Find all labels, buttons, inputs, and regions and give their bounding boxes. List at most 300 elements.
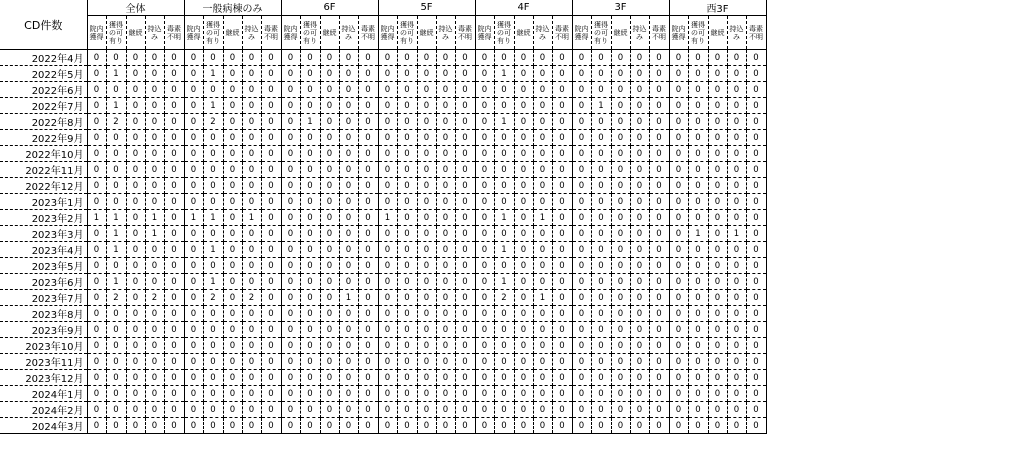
- value-cell[interactable]: 0: [649, 418, 669, 434]
- value-cell[interactable]: 0: [164, 130, 184, 146]
- value-cell[interactable]: 0: [514, 322, 533, 338]
- value-cell[interactable]: 0: [126, 338, 145, 354]
- value-cell[interactable]: 0: [649, 386, 669, 402]
- value-cell[interactable]: 1: [106, 66, 126, 82]
- value-cell[interactable]: 0: [223, 258, 242, 274]
- value-cell[interactable]: 0: [145, 194, 164, 210]
- value-cell[interactable]: 0: [669, 290, 688, 306]
- value-cell[interactable]: 0: [339, 370, 358, 386]
- value-cell[interactable]: 0: [649, 162, 669, 178]
- value-cell[interactable]: 0: [417, 130, 436, 146]
- value-cell[interactable]: 0: [669, 210, 688, 226]
- value-cell[interactable]: 0: [358, 290, 378, 306]
- value-cell[interactable]: 0: [145, 114, 164, 130]
- value-cell[interactable]: 0: [87, 258, 106, 274]
- value-cell[interactable]: 0: [552, 306, 572, 322]
- value-cell[interactable]: 0: [475, 130, 494, 146]
- value-cell[interactable]: 0: [630, 402, 649, 418]
- value-cell[interactable]: 0: [688, 402, 708, 418]
- value-cell[interactable]: 1: [106, 98, 126, 114]
- value-cell[interactable]: 0: [126, 98, 145, 114]
- value-cell[interactable]: 1: [203, 66, 223, 82]
- value-cell[interactable]: 0: [649, 322, 669, 338]
- value-cell[interactable]: 0: [708, 322, 727, 338]
- value-cell[interactable]: 0: [727, 290, 746, 306]
- value-cell[interactable]: 0: [630, 114, 649, 130]
- value-cell[interactable]: 0: [358, 210, 378, 226]
- value-cell[interactable]: 0: [87, 162, 106, 178]
- value-cell[interactable]: 0: [611, 210, 630, 226]
- value-cell[interactable]: 0: [591, 322, 611, 338]
- value-cell[interactable]: 0: [591, 50, 611, 66]
- value-cell[interactable]: 0: [669, 146, 688, 162]
- value-cell[interactable]: 0: [475, 194, 494, 210]
- value-cell[interactable]: 0: [203, 322, 223, 338]
- value-cell[interactable]: 0: [358, 82, 378, 98]
- value-cell[interactable]: 0: [533, 322, 552, 338]
- value-cell[interactable]: 0: [572, 274, 591, 290]
- value-cell[interactable]: 0: [572, 322, 591, 338]
- value-cell[interactable]: 0: [688, 82, 708, 98]
- value-cell[interactable]: 0: [378, 322, 397, 338]
- value-cell[interactable]: 0: [572, 402, 591, 418]
- value-cell[interactable]: 0: [358, 178, 378, 194]
- month-cell[interactable]: 2023年10月: [0, 338, 87, 354]
- value-cell[interactable]: 0: [87, 114, 106, 130]
- value-cell[interactable]: 0: [106, 146, 126, 162]
- value-cell[interactable]: 0: [378, 418, 397, 434]
- value-cell[interactable]: 0: [242, 130, 261, 146]
- value-cell[interactable]: 0: [475, 50, 494, 66]
- value-cell[interactable]: 0: [455, 306, 475, 322]
- value-cell[interactable]: 0: [378, 402, 397, 418]
- value-cell[interactable]: 0: [746, 210, 766, 226]
- value-cell[interactable]: 0: [339, 226, 358, 242]
- value-cell[interactable]: 0: [261, 338, 281, 354]
- value-cell[interactable]: 0: [320, 114, 339, 130]
- value-cell[interactable]: 0: [572, 114, 591, 130]
- value-cell[interactable]: 0: [746, 130, 766, 146]
- value-cell[interactable]: 0: [417, 242, 436, 258]
- value-cell[interactable]: 0: [669, 386, 688, 402]
- value-cell[interactable]: 0: [358, 130, 378, 146]
- value-cell[interactable]: 0: [397, 370, 417, 386]
- value-cell[interactable]: 0: [397, 274, 417, 290]
- value-cell[interactable]: 0: [203, 338, 223, 354]
- value-cell[interactable]: 0: [164, 258, 184, 274]
- value-cell[interactable]: 0: [281, 178, 300, 194]
- value-cell[interactable]: 0: [184, 290, 203, 306]
- value-cell[interactable]: 0: [552, 290, 572, 306]
- value-cell[interactable]: 0: [727, 178, 746, 194]
- value-cell[interactable]: 0: [727, 354, 746, 370]
- value-cell[interactable]: 0: [591, 386, 611, 402]
- value-cell[interactable]: 0: [261, 274, 281, 290]
- value-cell[interactable]: 0: [397, 146, 417, 162]
- value-cell[interactable]: 0: [397, 210, 417, 226]
- value-cell[interactable]: 0: [669, 354, 688, 370]
- value-cell[interactable]: 0: [203, 162, 223, 178]
- value-cell[interactable]: 0: [533, 66, 552, 82]
- value-cell[interactable]: 0: [417, 98, 436, 114]
- value-cell[interactable]: 0: [378, 306, 397, 322]
- value-cell[interactable]: 0: [436, 114, 455, 130]
- value-cell[interactable]: 0: [242, 50, 261, 66]
- value-cell[interactable]: 0: [455, 162, 475, 178]
- value-cell[interactable]: 0: [261, 242, 281, 258]
- value-cell[interactable]: 0: [494, 178, 514, 194]
- value-cell[interactable]: 0: [261, 114, 281, 130]
- value-cell[interactable]: 0: [708, 242, 727, 258]
- value-cell[interactable]: 0: [475, 242, 494, 258]
- value-cell[interactable]: 0: [106, 370, 126, 386]
- value-cell[interactable]: 0: [203, 370, 223, 386]
- value-cell[interactable]: 2: [242, 290, 261, 306]
- value-cell[interactable]: 0: [591, 226, 611, 242]
- subheader-cell[interactable]: 獲得の可有り: [300, 16, 320, 50]
- value-cell[interactable]: 0: [378, 226, 397, 242]
- value-cell[interactable]: 0: [261, 322, 281, 338]
- value-cell[interactable]: 0: [475, 82, 494, 98]
- value-cell[interactable]: 0: [378, 194, 397, 210]
- value-cell[interactable]: 0: [611, 274, 630, 290]
- value-cell[interactable]: 0: [223, 290, 242, 306]
- month-cell[interactable]: 2022年8月: [0, 114, 87, 130]
- value-cell[interactable]: 0: [223, 322, 242, 338]
- value-cell[interactable]: 0: [572, 242, 591, 258]
- value-cell[interactable]: 0: [688, 242, 708, 258]
- value-cell[interactable]: 0: [436, 370, 455, 386]
- value-cell[interactable]: 0: [727, 114, 746, 130]
- subheader-cell[interactable]: 継続: [223, 16, 242, 50]
- value-cell[interactable]: 0: [533, 162, 552, 178]
- value-cell[interactable]: 0: [126, 226, 145, 242]
- value-cell[interactable]: 0: [455, 178, 475, 194]
- value-cell[interactable]: 0: [436, 66, 455, 82]
- value-cell[interactable]: 0: [611, 114, 630, 130]
- value-cell[interactable]: 0: [552, 114, 572, 130]
- value-cell[interactable]: 0: [106, 178, 126, 194]
- value-cell[interactable]: 0: [223, 178, 242, 194]
- value-cell[interactable]: 0: [455, 418, 475, 434]
- value-cell[interactable]: 0: [649, 354, 669, 370]
- value-cell[interactable]: 0: [649, 338, 669, 354]
- value-cell[interactable]: 0: [708, 210, 727, 226]
- value-cell[interactable]: 0: [494, 194, 514, 210]
- value-cell[interactable]: 0: [591, 274, 611, 290]
- value-cell[interactable]: 0: [300, 338, 320, 354]
- value-cell[interactable]: 0: [552, 130, 572, 146]
- value-cell[interactable]: 0: [417, 306, 436, 322]
- value-cell[interactable]: 1: [106, 210, 126, 226]
- value-cell[interactable]: 0: [455, 226, 475, 242]
- value-cell[interactable]: 0: [436, 322, 455, 338]
- value-cell[interactable]: 0: [261, 98, 281, 114]
- value-cell[interactable]: 0: [417, 290, 436, 306]
- value-cell[interactable]: 0: [630, 322, 649, 338]
- value-cell[interactable]: 0: [611, 242, 630, 258]
- value-cell[interactable]: 0: [475, 418, 494, 434]
- month-cell[interactable]: 2024年2月: [0, 402, 87, 418]
- value-cell[interactable]: 0: [475, 98, 494, 114]
- value-cell[interactable]: 0: [611, 386, 630, 402]
- value-cell[interactable]: 0: [746, 258, 766, 274]
- value-cell[interactable]: 0: [184, 274, 203, 290]
- value-cell[interactable]: 0: [533, 274, 552, 290]
- value-cell[interactable]: 0: [358, 114, 378, 130]
- value-cell[interactable]: 0: [417, 146, 436, 162]
- value-cell[interactable]: 0: [436, 210, 455, 226]
- group-header[interactable]: 一般病棟のみ: [184, 0, 281, 16]
- value-cell[interactable]: 0: [688, 274, 708, 290]
- value-cell[interactable]: 0: [164, 338, 184, 354]
- value-cell[interactable]: 0: [552, 98, 572, 114]
- value-cell[interactable]: 0: [591, 242, 611, 258]
- value-cell[interactable]: 0: [746, 178, 766, 194]
- value-cell[interactable]: 0: [126, 306, 145, 322]
- value-cell[interactable]: 0: [572, 306, 591, 322]
- value-cell[interactable]: 0: [242, 306, 261, 322]
- value-cell[interactable]: 0: [533, 178, 552, 194]
- subheader-cell[interactable]: 獲得の可有り: [397, 16, 417, 50]
- value-cell[interactable]: 0: [572, 418, 591, 434]
- value-cell[interactable]: 0: [708, 178, 727, 194]
- value-cell[interactable]: 0: [611, 290, 630, 306]
- value-cell[interactable]: 0: [223, 50, 242, 66]
- value-cell[interactable]: 0: [87, 82, 106, 98]
- value-cell[interactable]: 1: [203, 242, 223, 258]
- value-cell[interactable]: 0: [242, 162, 261, 178]
- value-cell[interactable]: 0: [145, 322, 164, 338]
- value-cell[interactable]: 0: [455, 354, 475, 370]
- value-cell[interactable]: 0: [145, 418, 164, 434]
- value-cell[interactable]: 0: [145, 258, 164, 274]
- value-cell[interactable]: 0: [514, 146, 533, 162]
- value-cell[interactable]: 0: [261, 354, 281, 370]
- value-cell[interactable]: 0: [475, 210, 494, 226]
- value-cell[interactable]: 0: [87, 290, 106, 306]
- value-cell[interactable]: 1: [494, 210, 514, 226]
- value-cell[interactable]: 0: [126, 322, 145, 338]
- value-cell[interactable]: 0: [552, 162, 572, 178]
- value-cell[interactable]: 0: [300, 274, 320, 290]
- subheader-cell[interactable]: 院内獲得: [281, 16, 300, 50]
- value-cell[interactable]: 0: [378, 82, 397, 98]
- value-cell[interactable]: 0: [87, 370, 106, 386]
- value-cell[interactable]: 0: [649, 242, 669, 258]
- value-cell[interactable]: 0: [436, 82, 455, 98]
- value-cell[interactable]: 0: [320, 418, 339, 434]
- subheader-cell[interactable]: 持込み: [242, 16, 261, 50]
- value-cell[interactable]: 0: [300, 162, 320, 178]
- value-cell[interactable]: 0: [552, 354, 572, 370]
- value-cell[interactable]: 0: [145, 370, 164, 386]
- value-cell[interactable]: 0: [708, 354, 727, 370]
- value-cell[interactable]: 0: [611, 178, 630, 194]
- value-cell[interactable]: 0: [126, 354, 145, 370]
- value-cell[interactable]: 0: [552, 274, 572, 290]
- value-cell[interactable]: 0: [669, 418, 688, 434]
- value-cell[interactable]: 0: [397, 242, 417, 258]
- value-cell[interactable]: 0: [572, 98, 591, 114]
- value-cell[interactable]: 0: [126, 82, 145, 98]
- value-cell[interactable]: 0: [630, 290, 649, 306]
- value-cell[interactable]: 0: [688, 194, 708, 210]
- value-cell[interactable]: 0: [455, 130, 475, 146]
- value-cell[interactable]: 0: [281, 306, 300, 322]
- value-cell[interactable]: 0: [300, 354, 320, 370]
- value-cell[interactable]: 0: [242, 258, 261, 274]
- value-cell[interactable]: 0: [87, 354, 106, 370]
- value-cell[interactable]: 0: [630, 146, 649, 162]
- value-cell[interactable]: 0: [281, 386, 300, 402]
- value-cell[interactable]: 0: [300, 242, 320, 258]
- value-cell[interactable]: 0: [572, 226, 591, 242]
- value-cell[interactable]: 0: [746, 98, 766, 114]
- value-cell[interactable]: 0: [669, 338, 688, 354]
- value-cell[interactable]: 0: [203, 130, 223, 146]
- value-cell[interactable]: 0: [223, 194, 242, 210]
- value-cell[interactable]: 1: [378, 210, 397, 226]
- value-cell[interactable]: 0: [436, 194, 455, 210]
- value-cell[interactable]: 0: [611, 370, 630, 386]
- value-cell[interactable]: 0: [572, 130, 591, 146]
- value-cell[interactable]: 0: [87, 338, 106, 354]
- value-cell[interactable]: 0: [242, 274, 261, 290]
- value-cell[interactable]: 0: [397, 386, 417, 402]
- value-cell[interactable]: 0: [746, 162, 766, 178]
- value-cell[interactable]: 0: [611, 50, 630, 66]
- value-cell[interactable]: 0: [339, 242, 358, 258]
- value-cell[interactable]: 0: [320, 226, 339, 242]
- value-cell[interactable]: 0: [455, 66, 475, 82]
- value-cell[interactable]: 0: [649, 178, 669, 194]
- value-cell[interactable]: 0: [630, 418, 649, 434]
- value-cell[interactable]: 0: [358, 338, 378, 354]
- value-cell[interactable]: 0: [514, 402, 533, 418]
- value-cell[interactable]: 1: [688, 226, 708, 242]
- value-cell[interactable]: 0: [630, 242, 649, 258]
- value-cell[interactable]: 0: [184, 242, 203, 258]
- value-cell[interactable]: 0: [397, 50, 417, 66]
- value-cell[interactable]: 0: [649, 258, 669, 274]
- value-cell[interactable]: 0: [688, 386, 708, 402]
- value-cell[interactable]: 0: [281, 114, 300, 130]
- value-cell[interactable]: 0: [611, 194, 630, 210]
- value-cell[interactable]: 0: [436, 306, 455, 322]
- value-cell[interactable]: 0: [436, 130, 455, 146]
- value-cell[interactable]: 0: [436, 258, 455, 274]
- value-cell[interactable]: 0: [514, 130, 533, 146]
- value-cell[interactable]: 0: [281, 66, 300, 82]
- value-cell[interactable]: 0: [746, 418, 766, 434]
- value-cell[interactable]: 1: [533, 290, 552, 306]
- value-cell[interactable]: 0: [126, 418, 145, 434]
- subheader-cell[interactable]: 持込み: [436, 16, 455, 50]
- value-cell[interactable]: 0: [688, 338, 708, 354]
- value-cell[interactable]: 0: [533, 82, 552, 98]
- value-cell[interactable]: 0: [494, 146, 514, 162]
- value-cell[interactable]: 0: [300, 178, 320, 194]
- value-cell[interactable]: 0: [436, 178, 455, 194]
- value-cell[interactable]: 0: [669, 82, 688, 98]
- value-cell[interactable]: 0: [184, 306, 203, 322]
- value-cell[interactable]: 0: [552, 386, 572, 402]
- value-cell[interactable]: 0: [106, 418, 126, 434]
- value-cell[interactable]: 0: [87, 66, 106, 82]
- value-cell[interactable]: 0: [533, 402, 552, 418]
- value-cell[interactable]: 0: [514, 418, 533, 434]
- value-cell[interactable]: 0: [358, 146, 378, 162]
- value-cell[interactable]: 0: [145, 386, 164, 402]
- value-cell[interactable]: 0: [339, 114, 358, 130]
- value-cell[interactable]: 0: [708, 370, 727, 386]
- value-cell[interactable]: 0: [708, 130, 727, 146]
- value-cell[interactable]: 0: [436, 418, 455, 434]
- value-cell[interactable]: 0: [475, 322, 494, 338]
- value-cell[interactable]: 0: [417, 178, 436, 194]
- value-cell[interactable]: 0: [475, 162, 494, 178]
- value-cell[interactable]: 0: [145, 162, 164, 178]
- value-cell[interactable]: 0: [164, 162, 184, 178]
- value-cell[interactable]: 0: [242, 82, 261, 98]
- value-cell[interactable]: 0: [358, 306, 378, 322]
- value-cell[interactable]: 0: [727, 146, 746, 162]
- value-cell[interactable]: 0: [339, 274, 358, 290]
- value-cell[interactable]: 0: [126, 146, 145, 162]
- value-cell[interactable]: 0: [164, 50, 184, 66]
- value-cell[interactable]: 0: [494, 386, 514, 402]
- value-cell[interactable]: 0: [87, 226, 106, 242]
- value-cell[interactable]: 0: [145, 50, 164, 66]
- month-cell[interactable]: 2022年7月: [0, 98, 87, 114]
- subheader-cell[interactable]: 院内獲得: [669, 16, 688, 50]
- value-cell[interactable]: 0: [358, 194, 378, 210]
- value-cell[interactable]: 0: [339, 418, 358, 434]
- value-cell[interactable]: 0: [378, 274, 397, 290]
- value-cell[interactable]: 0: [417, 258, 436, 274]
- value-cell[interactable]: 0: [669, 258, 688, 274]
- value-cell[interactable]: 0: [572, 162, 591, 178]
- value-cell[interactable]: 0: [688, 210, 708, 226]
- value-cell[interactable]: 0: [145, 130, 164, 146]
- value-cell[interactable]: 0: [630, 178, 649, 194]
- value-cell[interactable]: 0: [533, 98, 552, 114]
- value-cell[interactable]: 0: [630, 98, 649, 114]
- value-cell[interactable]: 0: [106, 194, 126, 210]
- value-cell[interactable]: 0: [514, 226, 533, 242]
- value-cell[interactable]: 0: [339, 130, 358, 146]
- value-cell[interactable]: 0: [708, 290, 727, 306]
- value-cell[interactable]: 0: [688, 50, 708, 66]
- value-cell[interactable]: 0: [281, 418, 300, 434]
- value-cell[interactable]: 0: [630, 354, 649, 370]
- value-cell[interactable]: 0: [261, 178, 281, 194]
- value-cell[interactable]: 0: [611, 130, 630, 146]
- value-cell[interactable]: 0: [436, 162, 455, 178]
- month-cell[interactable]: 2022年11月: [0, 162, 87, 178]
- value-cell[interactable]: 0: [261, 226, 281, 242]
- value-cell[interactable]: 0: [184, 322, 203, 338]
- value-cell[interactable]: 0: [339, 194, 358, 210]
- value-cell[interactable]: 2: [106, 290, 126, 306]
- value-cell[interactable]: 0: [708, 82, 727, 98]
- value-cell[interactable]: 0: [494, 130, 514, 146]
- value-cell[interactable]: 0: [320, 386, 339, 402]
- value-cell[interactable]: 0: [145, 242, 164, 258]
- value-cell[interactable]: 0: [223, 402, 242, 418]
- value-cell[interactable]: 0: [552, 178, 572, 194]
